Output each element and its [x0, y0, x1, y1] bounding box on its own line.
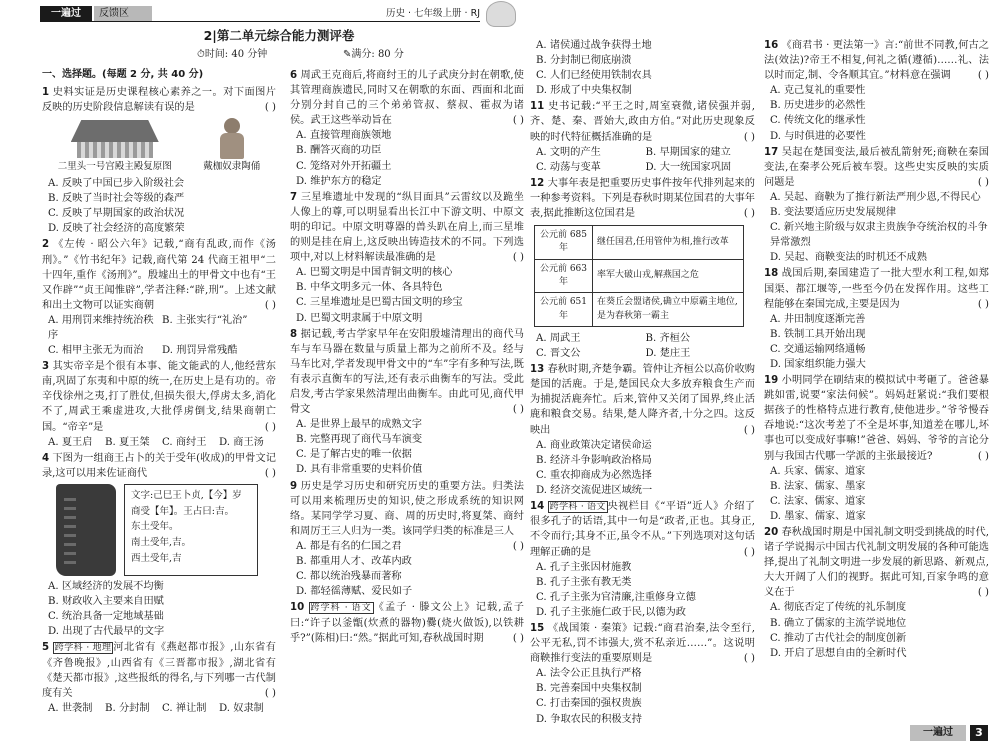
option[interactable]: C. 人们已经使用铁制农具: [536, 70, 652, 82]
option[interactable]: B. 反映了当时社会等级的森严: [48, 193, 185, 205]
option[interactable]: D. 吴起、商鞅变法的时机还不成熟: [770, 252, 927, 264]
option[interactable]: C. 禅让制: [162, 702, 207, 714]
option[interactable]: A. 是世界上最早的成熟文字: [296, 419, 422, 431]
header-divider: [40, 21, 480, 22]
option[interactable]: D. 巴蜀文明隶属于中原文明: [296, 312, 423, 324]
question-12: 12 大事年表是把重要历史事件按年代排列起来的一种参考资料。下列是春秋时期某位国君的大事年表,据此推断这位国君是 ( ) 公元前 685 年 继任国君,任用管仲为相,推行改革 公元前 663 年 率军大破山戎,解燕国之危 公元前 651 年 在葵丘会盟诸侯,确立中原霸主地位,是为春秋第一霸主 A. 周武王 B. 齐桓公 C. 晋文公 D. 楚庄王: [530, 176, 755, 361]
question-stem: 下图为一组商王占卜的关于受年(收成)的甲骨文记录,这可以用来佐证商代: [42, 452, 276, 479]
option[interactable]: C. 孔子主张为官清廉,注重修身立德: [536, 591, 696, 603]
option[interactable]: C. 是了解古史的唯一依据: [296, 449, 412, 461]
question-4: 4 下图为一组商王占卜的关于受年(收成)的甲骨文记录,这可以用来佐证商代 ( ) 文字:己巳王卜贞,【今】岁 商受【年】。王占曰:吉。 东土受年。 南土受年,吉。 西土受年,吉 A. 区域经济的发展不均衡 B. 财政收入主要来自田赋 C. 统治具备一定地域基础 D. 出现了古代最早的文字: [42, 451, 276, 640]
option[interactable]: A. 区域经济的发展不均衡: [48, 580, 164, 592]
option[interactable]: B. 历史进步的必然性: [770, 100, 866, 112]
question-2: 2 《左传 · 昭公六年》记载,“商有乱政,而作《汤刑》。”《竹书纪年》记载,商代第 24 代商王祖甲“二十四年,重作《汤刑》”。殷墟出土的甲骨文中也有“王又作辟”“贞王闻惟辟”,学者注释:“辟,刑”。上述文献和出土文物可以证实商朝 ( ) A. 用刑罚来维持统治秩序 B. 主张实行“礼治” C. 相甲主张无为而治 D. 刑罚异常残酷: [42, 237, 276, 358]
option[interactable]: B. 完善秦国中央集权制: [536, 683, 642, 695]
answer-blank[interactable]: ( ): [512, 404, 524, 416]
column-2: [290, 68, 524, 647]
image-caption: 二里头一号宫殿主殿复原图: [57, 160, 172, 172]
option[interactable]: C. 反映了早期国家的政治状况: [48, 208, 185, 220]
option[interactable]: B. 经济斗争影响政治格局: [536, 454, 652, 466]
option[interactable]: B. 夏王桀: [105, 436, 150, 448]
option[interactable]: C. 打击秦国的强权贵族: [536, 698, 642, 710]
option[interactable]: A. 文明的产生: [536, 146, 601, 158]
question-stem: 小明同学在刷结束的模拟试中考砸了。爸爸暴跳如雷,说要“家法伺候”。妈妈赶紧说:“我们要根据孩子的性格特点进行教育,使他进步。”爷爷慢吞吞地说:“这次考差了不全是坏事,知道差在哪儿,坏事也可以变成好事嘛!”爸爸、妈妈、爷爷的言论分别与我国古代哪一学派的主张最接近?: [764, 375, 989, 462]
option[interactable]: A. 商业政策决定诸侯命运: [536, 439, 652, 451]
figurine-image: [203, 118, 260, 174]
option[interactable]: D. 孔子主张施仁政于民,以德为政: [536, 606, 686, 618]
oracle-inscription: 文字:己巳王卜贞,【今】岁 商受【年】。王占曰:吉。 东土受年。 南土受年,吉。 西土受年,吉: [124, 484, 258, 576]
answer-blank[interactable]: ( ): [512, 252, 524, 264]
option[interactable]: D. 奴隶制: [219, 702, 264, 714]
option[interactable]: C. 统治具备一定地域基础: [48, 611, 164, 623]
table-row: 公元前 663 年 率军大破山戎,解燕国之危: [535, 259, 744, 293]
option[interactable]: B. 齐桓公: [645, 333, 691, 344]
question-stem: 《孟子 · 滕文公上》记载,孟子曰:“许子以釜甑(炊煮的器物)爨(烧火做饭),以铁耕乎?”(陈相)曰:“然。”据此可知,春秋战国时期: [290, 602, 524, 644]
option[interactable]: A. 用刑罚来维持统治秩序: [48, 314, 154, 341]
question-3: 3 其实帝辛是个很有本事、能文能武的人,他经营东南,巩固了东夷和中原的统一,在历史上是有功的。帝辛伐徐州之夷,打了胜仗,但损失很大,俘虏太多,消化不了,周武王乘虚进攻,大批俘虏倒戈,结果商朝亡国。“帝辛”是 ( ) A. 夏王启 B. 夏王桀 C. 商纣王 D. 商王汤: [42, 359, 276, 450]
column-4: [764, 38, 989, 662]
option[interactable]: B. 中华文明多元一体、各具特色: [296, 282, 443, 294]
option[interactable]: D. 大一统国家巩固: [645, 161, 732, 173]
answer-blank[interactable]: ( ): [977, 450, 989, 462]
question-stem: 《战国策 · 秦策》记载:“商君治秦,法令至行,公平无私,罚不讳强大,赏不私亲近……”。这说明商鞅推行变法的重要原则是: [530, 623, 755, 665]
option[interactable]: C. 交通运输网络通畅: [770, 343, 866, 355]
option[interactable]: B. 都重用人才、改革内政: [296, 556, 412, 567]
brand-logo: 一遍过: [40, 6, 92, 22]
option[interactable]: A. 反映了中国已步入阶级社会: [48, 178, 185, 190]
answer-blank[interactable]: ( ): [264, 299, 276, 311]
option[interactable]: D. 具有非常重要的史料价值: [296, 464, 423, 476]
subject-label: 历史 · 七年级上册 · RJ: [385, 8, 480, 19]
answer-blank[interactable]: ( ): [264, 421, 276, 433]
option[interactable]: D. 国家组织能力强大: [770, 358, 866, 370]
answer-blank[interactable]: ( ): [743, 424, 755, 436]
option[interactable]: A. 兵家、儒家、道家: [770, 465, 866, 477]
question-18: 18 战国后期,秦国建造了一批大型水利工程,如郑国渠、都江堰等,一些至今仍在发挥作用。这些工程能够在秦国完成,主要是因为 ( ) A. 井田制度逐渐完善 B. 铁制工具开始出现 C. 交通运输网络通畅 D. 国家组织能力强大: [764, 266, 989, 372]
column-3: [530, 38, 755, 728]
option[interactable]: D. 经济交流促进区域统一: [536, 484, 653, 496]
question-stem: 史书记载:“平王之时,周室衰微,诸侯强并弱,齐、楚、秦、晋始大,政由方伯。”对此历史现象反映的时代特征概括准确的是: [530, 101, 755, 143]
option[interactable]: A. 吴起、商鞅为了推行新法严刑少恩,不得民心: [770, 191, 981, 203]
question-9: 9 历史是学习历史和研究历史的重要方法。归类法可以用来梳理历史的知识,使之形成系统的知识网络。某同学学习夏、商、周的历史时,将夏桀、商纣和周厉王三人归为一类。该同学归类的标准是三人 ( ) A. 都是有名的仁国之君 B. 都重用人才、改革内政 C. 都以统治残暴而著称 D. 都轻徭薄赋、爱民如子: [290, 479, 524, 600]
answer-blank[interactable]: ( ): [743, 208, 755, 220]
option[interactable]: A. 直接管理商族领地: [296, 130, 392, 142]
option[interactable]: B. 完整再现了商代马车演变: [296, 434, 423, 446]
question-16: 16 《商君书 · 更法第一》言:“前世不同教,何古之法(效法)?帝王不相复,何礼之循(遵循)……礼、法以时而定,制、令各顺其宜。”材料意在强调 ( ) A. 克己复礼的重要性 B. 历史进步的必然性 C. 传统文化的继承性 D. 与时俱进的必要性: [764, 38, 989, 144]
question-stem: 吴起在楚国变法,最后被乱箭射死;商鞅在秦国变法,在秦孝公死后被车裂。这些史实反映的实质问题是: [764, 146, 989, 188]
page-footer: [910, 724, 988, 742]
option[interactable]: C. 笼络对外开拓疆土: [296, 160, 392, 172]
option[interactable]: D. 墨家、儒家、道家: [770, 510, 866, 522]
question-stem: 《商君书 · 更法第一》言:“前世不同教,何古之法(效法)?帝王不相复,何礼之循(遵循)……礼、法以时而定,制、令各顺其宜。”材料意在强调: [764, 40, 989, 82]
option[interactable]: D. 楚庄王: [645, 348, 691, 360]
option[interactable]: D. 维护东方的稳定: [296, 175, 382, 187]
option[interactable]: C. 相甲主张无为而治: [48, 345, 144, 357]
mascot-icon: [486, 1, 516, 27]
question-stem: 三星堆遗址中发现的“纵目面具”云雷纹以及跪坐人像上的尊,可以明显看出长江中下游文明、中原文明的印记。中原文明尊器的兽头趴在肩上,而三星堆的则是挂在肩上,这反映出铸造技术的不同。下列选项中,对以上材料解读最准确的是: [290, 191, 524, 264]
question-images: [42, 118, 276, 174]
answer-blank[interactable]: ( ): [512, 115, 524, 127]
option[interactable]: C. 晋文公: [536, 348, 581, 360]
answer-blank[interactable]: ( ): [264, 101, 276, 113]
palace-illustration: [67, 118, 163, 160]
column-1: [42, 68, 276, 717]
palace-image: [58, 118, 172, 174]
option[interactable]: A. 法令公正且执行严格: [536, 668, 642, 680]
question-stem: 其实帝辛是个很有本事、能文能武的人,他经营东南,巩固了东夷和中原的统一,在历史上是有功的。帝辛伐徐州之夷,打了胜仗,但损失很大,俘虏太多,消化不了,周武王乘虚进攻,大批俘虏倒戈,结果商朝亡国。“帝辛”是: [42, 361, 276, 433]
question-1: 1 史料实证是历史课程核心素养之一。对下面图片反映的历史阶段信息解读有误的是 ( ) 二里头一号宫殿主殿复原图 戴枷奴隶陶俑 A. 反映了中国已步入阶级社会 B. 反映了当时社会等级的森严 C. 反映了早期国家的政治状况 D. 反映了社会经济的高度繁荣: [42, 85, 276, 237]
question-6: 6 周武王克商后,将商纣王的儿子武庚分封在朝歌,使其管理商族遗民,同时又在朝歌的东面、西面和北面分别分封自己的三个弟弟管叔、蔡叔、霍叔为诸侯。武王这些举动旨在 ( ) A. 直接管理商族领地 B. 酬答灭商的功臣 C. 笼络对外开拓疆土 D. 维护东方的稳定: [290, 68, 524, 189]
question-17: 17 吴起在楚国变法,最后被乱箭射死;商鞅在秦国变法,在秦孝公死后被车裂。这些史实反映的实质问题是 ( ) A. 吴起、商鞅为了推行新法严刑少恩,不得民心 B. 变法要适应历史发展规律 C. 新兴地主阶级与奴隶主贵族争夺统治权的斗争异常激烈 D. 吴起、商鞅变法的时机还不成熟: [764, 145, 989, 266]
option[interactable]: A. 孔子主张因材施教: [536, 561, 632, 573]
option[interactable]: B. 主张实行“礼治”: [162, 314, 248, 326]
page-title: 2|第二单元综合能力测评卷: [203, 28, 355, 43]
option[interactable]: D. 与时俱进的必要性: [770, 130, 866, 142]
question-stem: 史料实证是历史课程核心素养之一。对下面图片反映的历史阶段信息解读有误的是: [42, 86, 276, 113]
option[interactable]: A. 彻底否定了传统的礼乐制度: [770, 602, 907, 614]
section-heading: 一、选择题。(每题 2 分, 共 40 分): [42, 69, 204, 80]
event-table: [534, 225, 744, 327]
option[interactable]: B. 变法要适应历史发展规律: [770, 207, 897, 219]
option[interactable]: A. 都是有名的仁国之君: [296, 540, 402, 552]
page-number: 3: [970, 725, 988, 741]
subject-tag: 跨学科 · 地理: [54, 643, 112, 654]
answer-blank[interactable]: ( ): [512, 540, 524, 552]
option[interactable]: B. 法家、儒家、墨家: [770, 480, 866, 492]
question-10-options: [530, 38, 755, 98]
question-stem: 春秋战国时期是中国礼制文明受到挑战的时代,诸子学说揭示中国古代礼制文明发展的各种可能选择,提出了礼制文明进一步发展的新思路、新观点,大大开阔了人们的视野。据此可知,百家争鸣的意义在于: [764, 527, 989, 599]
option[interactable]: B. 分封制已彻底崩溃: [536, 55, 632, 67]
question-11: 11 史书记载:“平王之时,周室衰微,诸侯强并弱,齐、楚、秦、晋始大,政由方伯。”对此历史现象反映的时代特征概括准确的是 ( ) A. 文明的产生 B. 早期国家的建立 C. 动荡与变革 D. 大一统国家巩固: [530, 99, 755, 174]
option[interactable]: D. 刑罚异常残酷: [162, 345, 238, 357]
oracle-bone-image: [56, 484, 116, 576]
question-stem: 央视栏目《“平语”近人》介绍了很多孔子的话语,其中一句是“政者,正也。其身正,不令而行;其身不正,虽令不从。”下列选项对这句话理解正确的是: [530, 501, 755, 558]
answer-blank[interactable]: ( ): [977, 587, 989, 599]
option[interactable]: B. 孔子主张有教无类: [536, 576, 632, 588]
answer-blank[interactable]: ( ): [743, 131, 755, 143]
option[interactable]: B. 酬答灭商的功臣: [296, 145, 382, 157]
option[interactable]: C. 三星堆遗址是巴蜀古国文明的珍宝: [296, 297, 463, 309]
option[interactable]: D. 都轻徭薄赋、爱民如子: [296, 586, 413, 598]
option[interactable]: B. 早期国家的建立: [645, 146, 731, 158]
option[interactable]: B. 分封制: [105, 702, 150, 714]
question-14: 14 跨学科 · 语文 央视栏目《“平语”近人》介绍了很多孔子的话语,其中一句是“政者,正也。其身正,不令而行;其身不正,虽令不从。”下列选项对这句话理解正确的是 ( ) A. 孔子主张因材施教 B. 孔子主张有教无类 C. 孔子主张为官清廉,注重修身立德 D. 孔子主张施仁政于民,以德为政: [530, 499, 755, 620]
feedback-area-tag: 反馈区: [94, 6, 152, 22]
option[interactable]: C. 都以统治残暴而著称: [296, 571, 402, 583]
answer-blank[interactable]: ( ): [977, 176, 989, 188]
option[interactable]: B. 铁制工具开始出现: [770, 328, 866, 340]
option[interactable]: C. 法家、儒家、道家: [770, 495, 866, 507]
footer-brand: 一遍过: [910, 725, 966, 741]
question-10: 10 跨学科 · 语文 《孟子 · 滕文公上》记载,孟子曰:“许子以釜甑(炊煮的器物)爨(烧火做饭),以铁耕乎?”(陈相)曰:“然。”据此可知,春秋战国时期 ( ): [290, 600, 524, 646]
option[interactable]: A. 井田制度逐渐完善: [770, 313, 866, 325]
option[interactable]: A. 巴蜀文明是中国青铜文明的核心: [296, 267, 453, 279]
answer-blank[interactable]: ( ): [264, 687, 276, 699]
answer-blank[interactable]: ( ): [977, 70, 989, 82]
option[interactable]: D. 开启了思想自由的全新时代: [770, 647, 907, 659]
question-stem: 春秋时期,齐楚争霸。管仲让齐桓公以高价收购楚国的活鹿。于是,楚国民众大多放弃粮食生产而为捕捉活鹿奔忙。后来,管仲又关闭了国界,终止活鹿和粮食交易。结果,楚人降齐者,十分之四。这反映出: [530, 364, 755, 436]
answer-blank[interactable]: ( ): [264, 467, 276, 479]
option[interactable]: D. 商王汤: [219, 436, 264, 448]
oracle-bone-figure: [56, 484, 276, 576]
option[interactable]: C. 新兴地主阶级与奴隶主贵族争夺统治权的斗争异常激烈: [770, 222, 988, 249]
option[interactable]: D. 争取农民的积极支持: [536, 713, 642, 725]
question-stem: 周武王克商后,将商纣王的儿子武庚分封在朝歌,使其管理商族遗民,同时又在朝歌的东面、西面和北面分别分封自己的三个弟弟管叔、蔡叔、霍叔为诸侯。武王这些举动旨在: [290, 70, 524, 127]
option[interactable]: C. 动荡与变革: [536, 161, 601, 173]
question-stem: 历史是学习历史和研究历史的重要方法。归类法可以用来梳理历史的知识,使之形成系统的知识网络。某同学学习夏、商、周的历史时,将夏桀、商纣和周厉王三人归为一类。该同学归类的标准是三人: [290, 480, 524, 537]
image-caption: 戴枷奴隶陶俑: [203, 160, 261, 172]
table-row: 公元前 685 年 继任国君,任用管仲为相,推行改革: [535, 226, 744, 260]
question-stem: 据记载,考古学家早年在安阳殷墟清理出的商代马车与车马器在数量与质量上都为之前所不及。经与马车比对,学者发现甲骨文中的“车”字有多种写法,既有表示直衡车的写法,还有表示曲衡车的写法。受此启发,考古学家果然清理出曲衡车。由此可见,商代甲骨文: [290, 328, 524, 416]
question-13: 13 春秋时期,齐楚争霸。管仲让齐桓公以高价收购楚国的活鹿。于是,楚国民众大多放弃粮食生产而为捕捉活鹿奔忙。后来,管仲又关闭了国界,终止活鹿和粮食交易。结果,楚人降齐者,十分之四。这反映出 ( ) A. 商业政策决定诸侯命运 B. 经济斗争影响政治格局 C. 重农抑商成为必然选择 D. 经济交流促进区域统一: [530, 362, 755, 498]
question-20: 20 春秋战国时期是中国礼制文明受到挑战的时代,诸子学说揭示中国古代礼制文明发展的各种可能选择,提出了礼制文明进一步发展的新思路、新观点,大大开阔了人们的视野。据此可知,百家争鸣的意义在于 ( ) A. 彻底否定了传统的礼乐制度 B. 确立了儒家的主流学说地位 C. 推动了古代社会的制度创新 D. 开启了思想自由的全新时代: [764, 525, 989, 661]
option[interactable]: B. 财政收入主要来自田赋: [48, 596, 164, 607]
option[interactable]: C. 推动了古代社会的制度创新: [770, 632, 907, 644]
option[interactable]: A. 世袭制: [48, 702, 93, 714]
option[interactable]: A. 诸侯通过战争获得土地: [536, 40, 652, 51]
subject-tag: 跨学科 · 语文: [310, 603, 372, 614]
question-stem: 河北省有《燕赵都市报》,山东省有《齐鲁晚报》,山西省有《三晋都市报》,湖北省有《楚天都市报》,这些报纸的得名,与下列哪一古代制度有关: [42, 642, 276, 699]
time-limit: ⏱时间: 40 分钟: [197, 49, 268, 60]
question-stem: 大事年表是把重要历史事件按年代排列起来的一种参考资料。下列是春秋时期某位国君的大事年表,据此推断这位国君是: [530, 177, 755, 220]
question-5: 5 跨学科 · 地理 河北省有《燕赵都市报》,山东省有《齐鲁晚报》,山西省有《三晋都市报》,湖北省有《楚天都市报》,这些报纸的得名,与下列哪一古代制度有关 ( ) A. 世袭制 B. 分封制 C. 禅让制 D. 奴隶制: [42, 640, 276, 716]
option[interactable]: C. 传统文化的继承性: [770, 115, 866, 127]
question-15: 15 《战国策 · 秦策》记载:“商君治秦,法令至行,公平无私,罚不讳强大,赏不私亲近……”。这说明商鞅推行变法的重要原则是 ( ) A. 法令公正且执行严格 B. 完善秦国中央集权制 C. 打击秦国的强权贵族 D. 争取农民的积极支持: [530, 621, 755, 727]
answer-blank[interactable]: ( ): [743, 546, 755, 558]
option[interactable]: C. 商纣王: [162, 436, 207, 448]
answer-blank[interactable]: ( ): [512, 632, 524, 644]
full-score: ✎满分: 80 分: [343, 49, 404, 60]
option[interactable]: A. 夏王启: [48, 436, 93, 448]
figurine-illustration: [212, 118, 252, 160]
table-row: 公元前 651 年 在葵丘会盟诸侯,确立中原霸主地位,是为春秋第一霸主: [535, 293, 744, 327]
option[interactable]: D. 形成了中央集权制: [536, 85, 632, 97]
question-stem: 《左传 · 昭公六年》记载,“商有乱政,而作《汤刑》。”《竹书纪年》记载,商代第 24 代商王祖甲“二十四年,重作《汤刑》”。殷墟出土的甲骨文中也有“王又作辟”“贞王闻惟辟”,学者注释:“辟,刑”。上述文献和出土文物可以证实商朝: [42, 239, 276, 311]
question-stem: 战国后期,秦国建造了一批大型水利工程,如郑国渠、都江堰等,一些至今仍在发挥作用。这些工程能够在秦国完成,主要是因为: [764, 268, 989, 310]
option[interactable]: A. 克己复礼的重要性: [770, 85, 866, 97]
question-19: 19 小明同学在刷结束的模拟试中考砸了。爸爸暴跳如雷,说要“家法伺候”。妈妈赶紧说:“我们要根据孩子的性格特点进行教育,使他进步。”爷爷慢吞吞地说:“这次考差了不全是坏事,知道差在哪儿,坏事也可以变成好事嘛!”爸爸、妈妈、爷爷的言论分别与我国古代哪一学派的主张最接近? ( ) A. 兵家、儒家、道家 B. 法家、儒家、墨家 C. 法家、儒家、道家 D. 墨家、儒家、道家: [764, 373, 989, 524]
option[interactable]: B. 确立了儒家的主流学说地位: [770, 617, 907, 629]
answer-blank[interactable]: ( ): [977, 298, 989, 310]
question-8: 8 据记载,考古学家早年在安阳殷墟清理出的商代马车与车马器在数量与质量上都为之前所不及。经与马车比对,学者发现甲骨文中的“车”字有多种写法,既有表示直衡车的写法,还有表示曲衡车的写法。受此启发,考古学家果然清理出曲衡车。由此可见,商代甲骨文 ( ) A. 是世界上最早的成熟文字 B. 完整再现了商代马车演变 C. 是了解古史的唯一依据 D. 具有非常重要的史料价值: [290, 327, 524, 478]
option[interactable]: C. 重农抑商成为必然选择: [536, 469, 652, 481]
subject-tag: 跨学科 · 语文: [549, 502, 606, 513]
option[interactable]: A. 周武王: [536, 333, 581, 344]
question-7: 7 三星堆遗址中发现的“纵目面具”云雷纹以及跪坐人像上的尊,可以明显看出长江中下游文明、中原文明的印记。中原文明尊器的兽头趴在肩上,而三星堆的则是挂在肩上,这反映出铸造技术的不同。下列选项中,对以上材料解读最准确的是 ( ) A. 巴蜀文明是中国青铜文明的核心 B. 中华文明多元一体、各具特色 C. 三星堆遗址是巴蜀古国文明的珍宝 D. 巴蜀文明隶属于中原文明: [290, 190, 524, 326]
option[interactable]: D. 反映了社会经济的高度繁荣: [48, 223, 185, 235]
option[interactable]: D. 出现了古代最早的文字: [48, 626, 165, 638]
answer-blank[interactable]: ( ): [743, 653, 755, 665]
